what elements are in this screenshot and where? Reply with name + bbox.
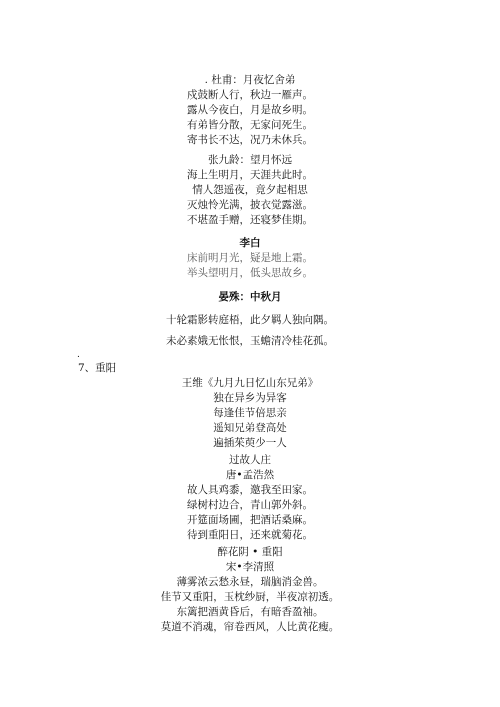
poem-author: 唐•孟浩然 — [225, 469, 275, 481]
poem-title: . 杜甫：月夜忆舍弟 — [204, 74, 296, 86]
poem-dufu — [0, 73, 500, 148]
poem-title: 王维《九月九日忆山东兄弟》 — [181, 377, 319, 389]
poem-title: 李白 — [239, 237, 261, 249]
poem-line: 东篱把酒黄昏后，有暗香盈袖。 — [176, 606, 324, 618]
poem-title: 张九龄：望月怀远 — [208, 154, 292, 166]
poem-title: 晏殊：中秋月 — [218, 291, 282, 303]
poem-line: 举头望明月，低头思故乡。 — [187, 267, 313, 279]
poem-line: 每逢佳节倍思亲 — [213, 407, 287, 419]
poem-author: 宋•李清照 — [225, 561, 275, 573]
poem-line: 露从今夜白，月是故乡明。 — [187, 104, 313, 116]
poem-line: 未必素娥无怅恨，玉蟾清冷桂花孤。 — [166, 335, 334, 347]
poem-line: 莫道不消魂，帘卷西风，人比黄花瘦。 — [160, 621, 340, 633]
poem-line: 遍插茱萸少一人 — [213, 437, 287, 449]
poem-yanshu — [0, 290, 500, 305]
poem-title: 醉花阴 • 重阳 — [217, 546, 283, 558]
poem-title: 过故人庄 — [229, 454, 271, 466]
poem-line: 戍鼓断人行，秋边一雁声。 — [187, 89, 313, 101]
section-heading: 7、重阳 — [78, 362, 117, 374]
poem-wangwei — [0, 376, 500, 451]
poem-line: 十轮霜影转庭梧，此夕羁人独向隅。 — [166, 314, 334, 326]
poem-line: 遥知兄弟登高处 — [213, 422, 287, 434]
poem-line: 独在异乡为异客 — [213, 392, 287, 404]
poem-line: 海上生明月，天涯共此时。 — [187, 169, 313, 181]
poem-menghaoran — [0, 453, 500, 543]
poem-line: 床前明月光，疑是地上霜。 — [187, 252, 313, 264]
poem-zhangjiuling — [0, 153, 500, 228]
poem-line: 情人怨遥夜，竟夕起相思 — [192, 184, 308, 196]
poem-line: 薄雾浓云愁永昼，瑞脑消金兽。 — [176, 576, 324, 588]
poem-line: 寄书长不达，况乃未休兵。 — [187, 134, 313, 146]
poem-liqingzhao — [0, 545, 500, 635]
poem-libai — [0, 236, 500, 281]
poem-line: 开筵面场圃，把酒话桑麻。 — [187, 514, 313, 526]
poem-line: 有弟皆分散，无家问死生。 — [187, 119, 313, 131]
poem-line: 待到重阳日，还来就菊花。 — [187, 529, 313, 541]
poem-line: 灭烛怜光满，披衣觉露滋。 — [187, 199, 313, 211]
poem-line: 绿树村边合，青山郭外斜。 — [187, 499, 313, 511]
poem-line: 不堪盈手赠，还寝梦佳期。 — [187, 214, 313, 226]
poem-line: 故人具鸡黍，邀我至田家。 — [187, 484, 313, 496]
poem-line: 佳节又重阳，玉枕纱厨，半夜凉初透。 — [160, 591, 340, 603]
stray-dot: . — [77, 350, 80, 360]
poem-yanshu-lines — [0, 310, 500, 352]
